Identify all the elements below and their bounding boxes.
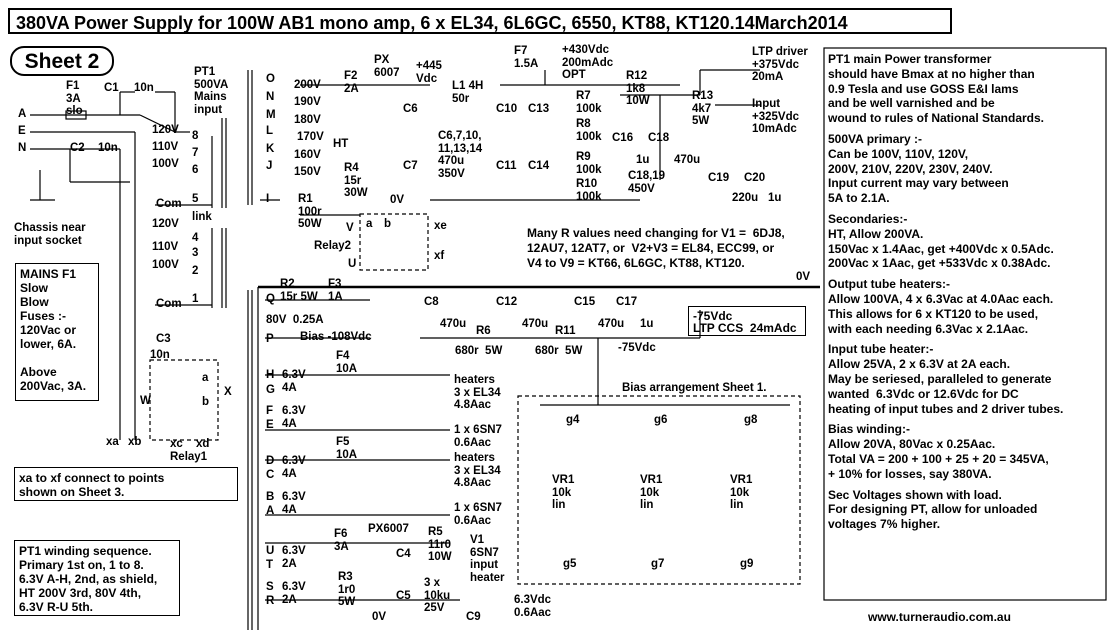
ht-190v: 190V — [294, 96, 321, 108]
diode-px6007: PX 6007 — [374, 54, 400, 79]
fuse-f3: F3 1A — [328, 278, 343, 303]
pt1-tap-100v-lower: 100V — [152, 259, 179, 271]
capacitor-c5: C5 — [396, 590, 411, 602]
fuse-f7: F7 1.5A — [514, 45, 539, 70]
v1-dc-heater: 6.3Vdc 0.6Aac — [514, 594, 552, 619]
capacitor-c19: C19 — [708, 172, 730, 184]
capacitor-c7: C7 — [403, 160, 418, 172]
note-sec-voltages: Sec Voltages shown with load. For designing PT, allow for unloaded voltages 7% higher. — [828, 487, 1038, 532]
ht-0v: 0V — [390, 194, 405, 206]
resistor-r1: R1 100r 50W — [298, 193, 322, 230]
pt1-pin-8: 8 — [192, 130, 199, 142]
mains-fuse-note: MAINS F1 Slow Blow Fuses :- 120Vac or lower, 6A. Above 200Vac, 3A. — [15, 263, 99, 401]
relay2-label: Relay2 — [314, 240, 352, 252]
resistor-r12: R12 1k8 10W — [626, 70, 650, 107]
heater-pin-h: H — [266, 369, 275, 381]
pin-xb: xb — [128, 436, 142, 448]
pin-xf: xf — [434, 250, 445, 262]
capacitor-c2: C2 — [70, 142, 85, 154]
capacitor-c11: C11 — [496, 160, 517, 172]
bias-voltage: Bias -108Vdc — [300, 331, 372, 343]
relay1-contact-b: b — [202, 396, 210, 408]
capacitor-c15-value: 470u — [598, 318, 625, 330]
fuse-f4: F4 10A — [336, 350, 358, 375]
heater-pin-d: D — [266, 455, 275, 467]
resistor-r3: R3 1r0 5W — [338, 571, 356, 608]
input-pin-n: N — [18, 142, 27, 154]
resistor-r4: R4 15r 30W — [344, 162, 368, 199]
ht-pin-o: O — [266, 73, 275, 85]
heater-rating-ba: 6.3V 4A — [282, 491, 306, 516]
pt1-pin-2: 2 — [192, 265, 199, 277]
resistor-r11-value: 680r 5W — [535, 345, 583, 357]
heater-0v: 0V — [372, 611, 387, 623]
input-pin-a: A — [18, 108, 27, 120]
heater-pin-f: F — [266, 405, 274, 417]
heater-rating-dc: 6.3V 4A — [282, 455, 306, 480]
note-bias-winding: Bias winding:- Allow 20VA, 80Vac x 0.25Aac. Total VA = 200 + 100 + 25 + 20 = 345VA, + 10% for losses, say 380VA. — [828, 422, 1049, 481]
heater-pin-a: A — [266, 505, 275, 517]
capacitor-c18: C18 — [648, 132, 670, 144]
ht-170v: 170V — [297, 131, 324, 143]
pin-xe: xe — [434, 220, 447, 232]
fuse-f2: F2 2A — [344, 70, 359, 95]
chassis-label: Chassis near input socket — [14, 222, 86, 247]
grid-g4: g4 — [566, 414, 580, 426]
vr1-b: VR1 10k lin — [640, 474, 663, 511]
note-primary: 500VA primary :- Can be 100V, 110V, 120V, 200V, 210V, 220V, 230V, 240V. Input current may vary between 5A to 2.1A. — [828, 131, 1009, 206]
ht-200v: 200V — [294, 79, 321, 91]
capacitor-c4-c5-values: 3 x 10ku 25V — [424, 577, 451, 614]
design-notes — [828, 52, 1106, 538]
pt1-tap-120v-upper: 120V — [152, 124, 179, 136]
pt1-tap-110v-lower: 110V — [152, 241, 179, 253]
diagram-title: 380VA Power Supply for 100W AB1 mono amp, 6 x EL34, 6L6GC, 6550, KT88, KT120.14March2014 — [8, 8, 952, 34]
ltp-driver-supply: LTP driver +375Vdc 20mA — [752, 46, 808, 83]
ht-160v: 160V — [294, 149, 321, 161]
capacitor-c18-value: 470u — [674, 154, 701, 166]
bias-winding: 80V 0.25A — [266, 314, 324, 326]
capacitor-c16: C16 — [612, 132, 634, 144]
grid-g7: g7 — [651, 558, 665, 570]
ht-150v: 150V — [294, 166, 321, 178]
winding-sequence-note: PT1 winding sequence. Primary 1st on, 1 to 8. 6.3V A-H, 2nd, as shield, HT 200V 3rd, 80V 4th, 6.3V R-U 5th. — [14, 540, 180, 616]
resistor-r7: R7 100k — [576, 90, 602, 115]
resistor-r9: R9 100k — [576, 151, 602, 176]
resistor-r11: R11 — [555, 325, 576, 337]
ht-pin-l: L — [266, 125, 274, 137]
choke-l1: L1 4H 50r — [452, 80, 484, 105]
relay1-w: W — [140, 395, 151, 407]
input-supply: Input +325Vdc 10mAdc — [752, 98, 799, 135]
grid-g5: g5 — [563, 558, 577, 570]
ltp-ccs-label: -75Vdc LTP CCS 24mAdc — [688, 306, 806, 336]
capacitor-c2-value: 10n — [98, 142, 118, 154]
pt1-tap-com-upper: Com — [156, 198, 182, 210]
capacitor-group-c6-c14: C6,7,10, 11,13,14 470u 350V — [438, 130, 483, 180]
heater-pin-b: B — [266, 491, 275, 503]
ht-445vdc: +445 Vdc — [416, 60, 442, 85]
bias-arrangement-title: Bias arrangement Sheet 1. — [622, 382, 767, 394]
resistor-r13: R13 4k7 5W — [692, 90, 714, 127]
xa-connect-note: xa to xf connect to points shown on Sheet 3. — [14, 467, 238, 501]
heater-pin-c: C — [266, 469, 275, 481]
pt1-tap-110v-upper: 110V — [152, 141, 179, 153]
heater-desc-1: heaters 3 x EL34 4.8Aac 1 x 6SN7 0.6Aac — [454, 374, 502, 449]
heater-rating-hg: 6.3V 4A — [282, 369, 306, 394]
capacitor-c12-value: 470u — [522, 318, 549, 330]
bias-minus-75v: -75Vdc — [618, 342, 656, 354]
opt-supply-label: +430Vdc 200mAdc OPT — [562, 44, 614, 81]
pin-xa: xa — [106, 436, 119, 448]
capacitor-c19-value: 220u — [732, 192, 759, 204]
r-values-note: Many R values need changing for V1 = 6DJ8, 12AU7, 12AT7, or V2+V3 = EL84, ECC99, or V4 to V9 = KT66, 6L6GC, KT88, KT120. — [527, 226, 785, 270]
capacitor-c13: C13 — [528, 103, 550, 115]
capacitor-c16-value: 1u — [636, 154, 650, 166]
ht-pin-m: M — [266, 109, 276, 121]
ht-pin-j: J — [266, 160, 273, 172]
capacitor-c15: C15 — [574, 296, 596, 308]
relay2-v: V — [346, 222, 354, 234]
heater-pin-g: G — [266, 384, 275, 396]
vr1-a: VR1 10k lin — [552, 474, 575, 511]
vr1-c: VR1 10k lin — [730, 474, 753, 511]
heater-rating-fe: 6.3V 4A — [282, 405, 306, 430]
resistor-r6: R6 — [476, 325, 491, 337]
website-link[interactable]: www.turneraudio.com.au — [868, 610, 1011, 624]
pt1-link: link — [192, 211, 212, 223]
capacitor-c20: C20 — [744, 172, 766, 184]
pt1-pin-1: 1 — [192, 293, 199, 305]
pin-xc: xc — [170, 438, 183, 450]
capacitor-c1: C1 — [104, 82, 119, 94]
fuse-f1: F1 3A slo — [66, 80, 83, 117]
capacitor-c9: C9 — [466, 611, 481, 623]
relay2-contact-b: b — [384, 218, 392, 230]
capacitor-c10: C10 — [496, 103, 518, 115]
bias-pin-q: Q — [266, 293, 275, 305]
heater-pin-e: E — [266, 419, 274, 431]
pt1-tap-com-lower: Com — [156, 298, 182, 310]
capacitor-c14: C14 — [528, 160, 550, 172]
note-output-heaters: Output tube heaters:- Allow 100VA, 4 x 6.3Vac at 4.0Aac each. This allows for 6 x KT120 to be used, with each needing 6.3Vac x 2.1Aac. — [828, 277, 1054, 336]
ht-pin-i: I — [266, 193, 270, 205]
capacitor-c8-value: 470u — [440, 318, 467, 330]
grid-g6: g6 — [654, 414, 668, 426]
sheet-label: Sheet 2 — [10, 46, 114, 76]
diode-px6007-heater: PX6007 — [368, 523, 409, 535]
capacitor-c17: C17 — [616, 296, 638, 308]
capacitor-c6: C6 — [403, 103, 418, 115]
relay1-contact-a: a — [202, 372, 209, 384]
pt1-pin-6: 6 — [192, 164, 199, 176]
grid-g8: g8 — [744, 414, 758, 426]
bias-pin-p: P — [266, 333, 274, 345]
pt1-tap-100v-upper: 100V — [152, 158, 179, 170]
heater-pin-t: T — [266, 559, 274, 571]
ht-label: HT — [333, 138, 349, 150]
heater-rating-sr: 6.3V 2A — [282, 581, 306, 606]
resistor-r10: R10 100k — [576, 178, 602, 203]
capacitor-c20-value: 1u — [768, 192, 782, 204]
heater-desc-2: heaters 3 x EL34 4.8Aac 1 x 6SN7 0.6Aac — [454, 452, 502, 527]
rail-0v: 0V — [796, 271, 811, 283]
pt1-pin-3: 3 — [192, 247, 199, 259]
heater-pin-u: U — [266, 545, 275, 557]
capacitor-c17-value: 1u — [640, 318, 654, 330]
capacitor-c4: C4 — [396, 548, 411, 560]
pt1-tap-120v-lower: 120V — [152, 218, 179, 230]
pt1-pin-7: 7 — [192, 147, 199, 159]
grid-g9: g9 — [740, 558, 754, 570]
pt1-pin-4: 4 — [192, 232, 199, 244]
note-secondaries: Secondaries:- HT, Allow 200VA. 150Vac x 1.4Aac, get +400Vdc x 0.5Adc. 200Vac x 1Aac, get +533Vdc x 0.38Adc. — [828, 211, 1054, 271]
ht-180v: 180V — [294, 114, 321, 126]
heater-pin-r: R — [266, 595, 275, 607]
heater-rating-ut: 6.3V 2A — [282, 545, 306, 570]
relay2-u: U — [348, 258, 357, 270]
capacitor-c3-value: 10n — [150, 349, 170, 361]
resistor-r2: R2 15r 5W — [280, 278, 318, 303]
relay1-x: X — [224, 386, 232, 398]
note-pt1-transformer: PT1 main Power transformer should have Bmax at no higher than 0.9 Tesla and use GOSS E&I lams and be well varnished and be wound to rules of National Standards. — [828, 52, 1045, 126]
resistor-r6-value: 680r 5W — [455, 345, 503, 357]
capacitor-c3: C3 — [156, 333, 171, 345]
fuse-f6: F6 3A — [334, 528, 349, 553]
note-input-heater: Input tube heater:- Allow 25VA, 2 x 6.3V at 2A each. May be seriesed, paralleled to generate wanted 6.3Vdc or 12.6Vdc for DC heating of input tubes and 2 driver tubes. — [828, 342, 1064, 416]
resistor-r5: R5 11r0 10W — [428, 526, 452, 563]
capacitor-c1-value: 10n — [134, 82, 154, 94]
resistor-r8: R8 100k — [576, 118, 602, 143]
pt1-label: PT1 500VA Mains input — [194, 66, 229, 116]
heater-pin-s: S — [266, 581, 274, 593]
pt1-pin-5: 5 — [192, 193, 199, 205]
ht-pin-k: K — [266, 143, 275, 155]
capacitor-c12: C12 — [496, 296, 518, 308]
ht-pin-n: N — [266, 91, 275, 103]
fuse-f5: F5 10A — [336, 436, 358, 461]
capacitor-c18-c19: C18,19 450V — [628, 170, 666, 195]
input-pin-e: E — [18, 125, 26, 137]
relay1-label: Relay1 — [170, 451, 208, 463]
relay2-contact-a: a — [366, 218, 373, 230]
capacitor-c8: C8 — [424, 296, 439, 308]
pin-xd: xd — [196, 438, 210, 450]
tube-v1: V1 6SN7 input heater — [470, 534, 505, 584]
